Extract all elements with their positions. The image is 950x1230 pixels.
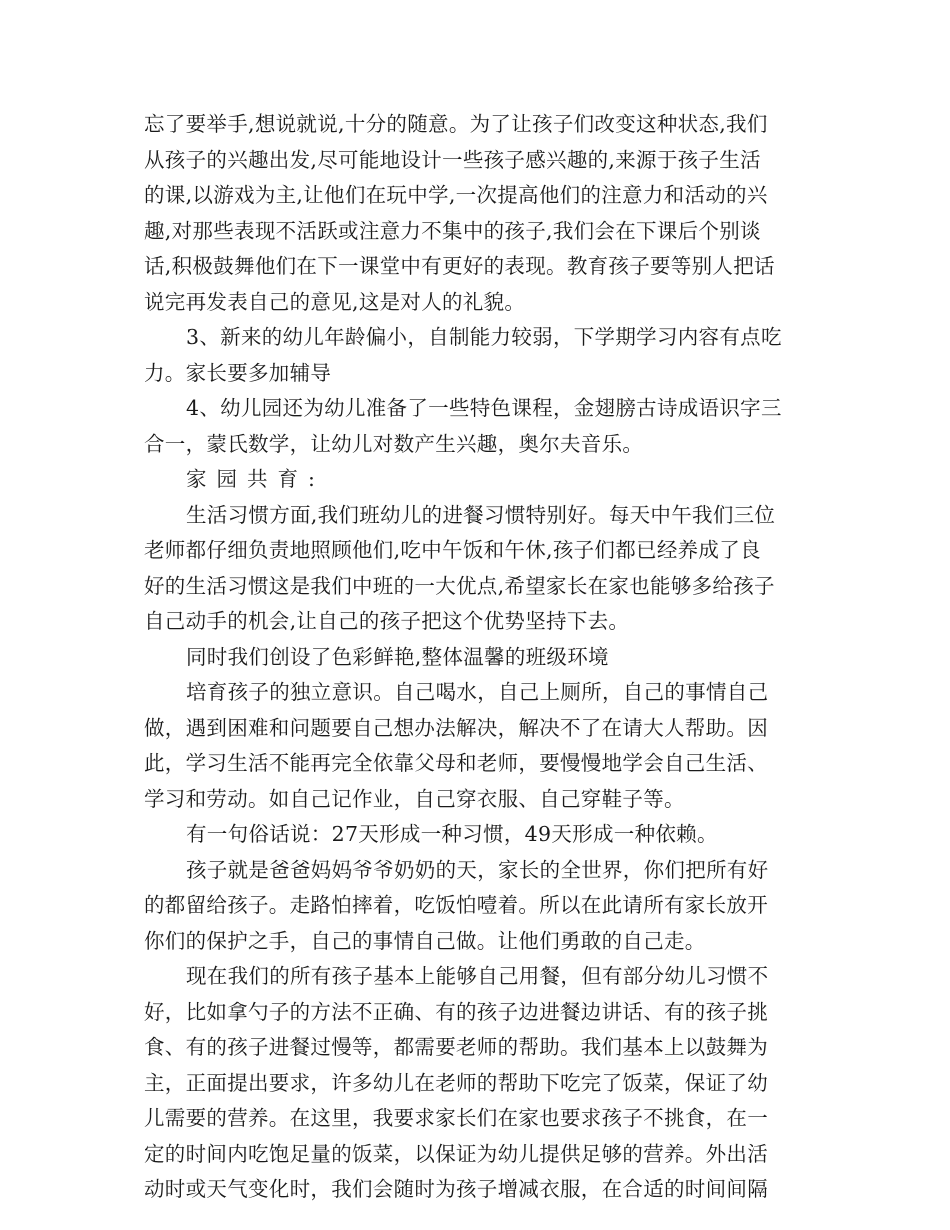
text-line: 的都留给孩子。走路怕摔着，吃饭怕噎着。所以在此请所有家长放开 [144,893,768,917]
text-line: 合一，蒙氏数学，让幼儿对数产生兴趣，奥尔夫音乐。 [144,431,644,456]
text-line: 3、新来的幼儿年龄偏小，自制能力较弱，下学期学习内容有点吃 [186,325,782,349]
text-line: 忘了要举手,想说就说,十分的随意。为了让孩子们改变这种状态,我们 [144,112,768,136]
text-line: 好，比如拿勺子的方法不正确、有的孩子边进餐边讲话、有的孩子挑 [144,999,768,1024]
text-line: 定的时间内吃饱足量的饭菜，以保证为幼儿提供足够的营养。外出活 [144,1141,768,1166]
text-line: 从孩子的兴趣出发,尽可能地设计一些孩子感兴趣的,来源于孩子生活 [144,147,761,172]
text-line: 你们的保护之手，自己的事情自己做。让他们勇敢的自己走。 [144,928,706,953]
text-line: 的课,以游戏为主,让他们在玩中学,一次提高他们的注意力和活动的兴 [144,183,768,207]
document-page [144,107,804,1208]
text-line: 食、有的孩子进餐过慢等，都需要老师的帮助。我们基本上以鼓舞为 [144,1035,768,1059]
text-line: 孩子就是爸爸妈妈爷爷奶奶的天，家长的全世界，你们把所有好 [186,857,769,882]
text-line: 说完再发表自己的意见,这是对人的礼貌。 [144,289,526,314]
text-line: 此，学习生活不能再完全依靠父母和老师，要慢慢地学会自己生活、 [144,751,768,775]
text-line: 现在我们的所有孩子基本上能够自己用餐，但有部分幼儿习惯不 [186,964,769,988]
text-line: 好的生活习惯这是我们中班的一大优点,希望家长在家也能够多给孩子 [144,573,775,598]
text-line: 做，遇到困难和问题要自己想办法解决，解决不了在请大人帮助。因 [144,715,768,740]
text-line: 趣,对那些表现不活跃或注意力不集中的孩子,我们会在下课后个别谈 [144,218,761,243]
text-line: 主，正面提出要求，许多幼儿在老师的帮助下吃完了饭菜，保证了幼 [144,1070,768,1095]
text-line: 力。家长要多加辅导 [144,360,332,385]
text-line: 儿需要的营养。在这里，我要求家长们在家也要求孩子不挑食，在一 [144,1106,768,1130]
text-line: 动时或天气变化时，我们会随时为孩子增减衣服，在合适的时间间隔 [144,1177,768,1201]
text-line: 自己动手的机会,让自己的孩子把这个优势坚持下去。 [144,609,630,633]
text-line: 生活习惯方面,我们班幼儿的进餐习惯特别好。每天中午我们三位 [186,502,776,527]
text-line: 培育孩子的独立意识。自己喝水，自己上厕所，自己的事情自己 [186,680,769,704]
text-line: 学习和劳动。如自己记作业，自己穿衣服、自己穿鞋子等。 [144,786,685,811]
text-line: 同时我们创设了色彩鲜艳,整体温馨的班级环境 [186,644,609,669]
text-line: 家园共育: [186,467,325,491]
text-line: 4、幼儿园还为幼儿准备了一些特色课程，金翅膀古诗成语识字三 [186,396,782,420]
text-line: 老师都仔细负责地照顾他们,吃中午饭和午休,孩子们都已经养成了良 [144,538,761,562]
text-line: 有一句俗话说：27天形成一种习惯，49天形成一种依赖。 [186,822,718,846]
text-line: 话,积极鼓舞他们在下一课堂中有更好的表现。教育孩子要等别人把话 [144,254,775,278]
